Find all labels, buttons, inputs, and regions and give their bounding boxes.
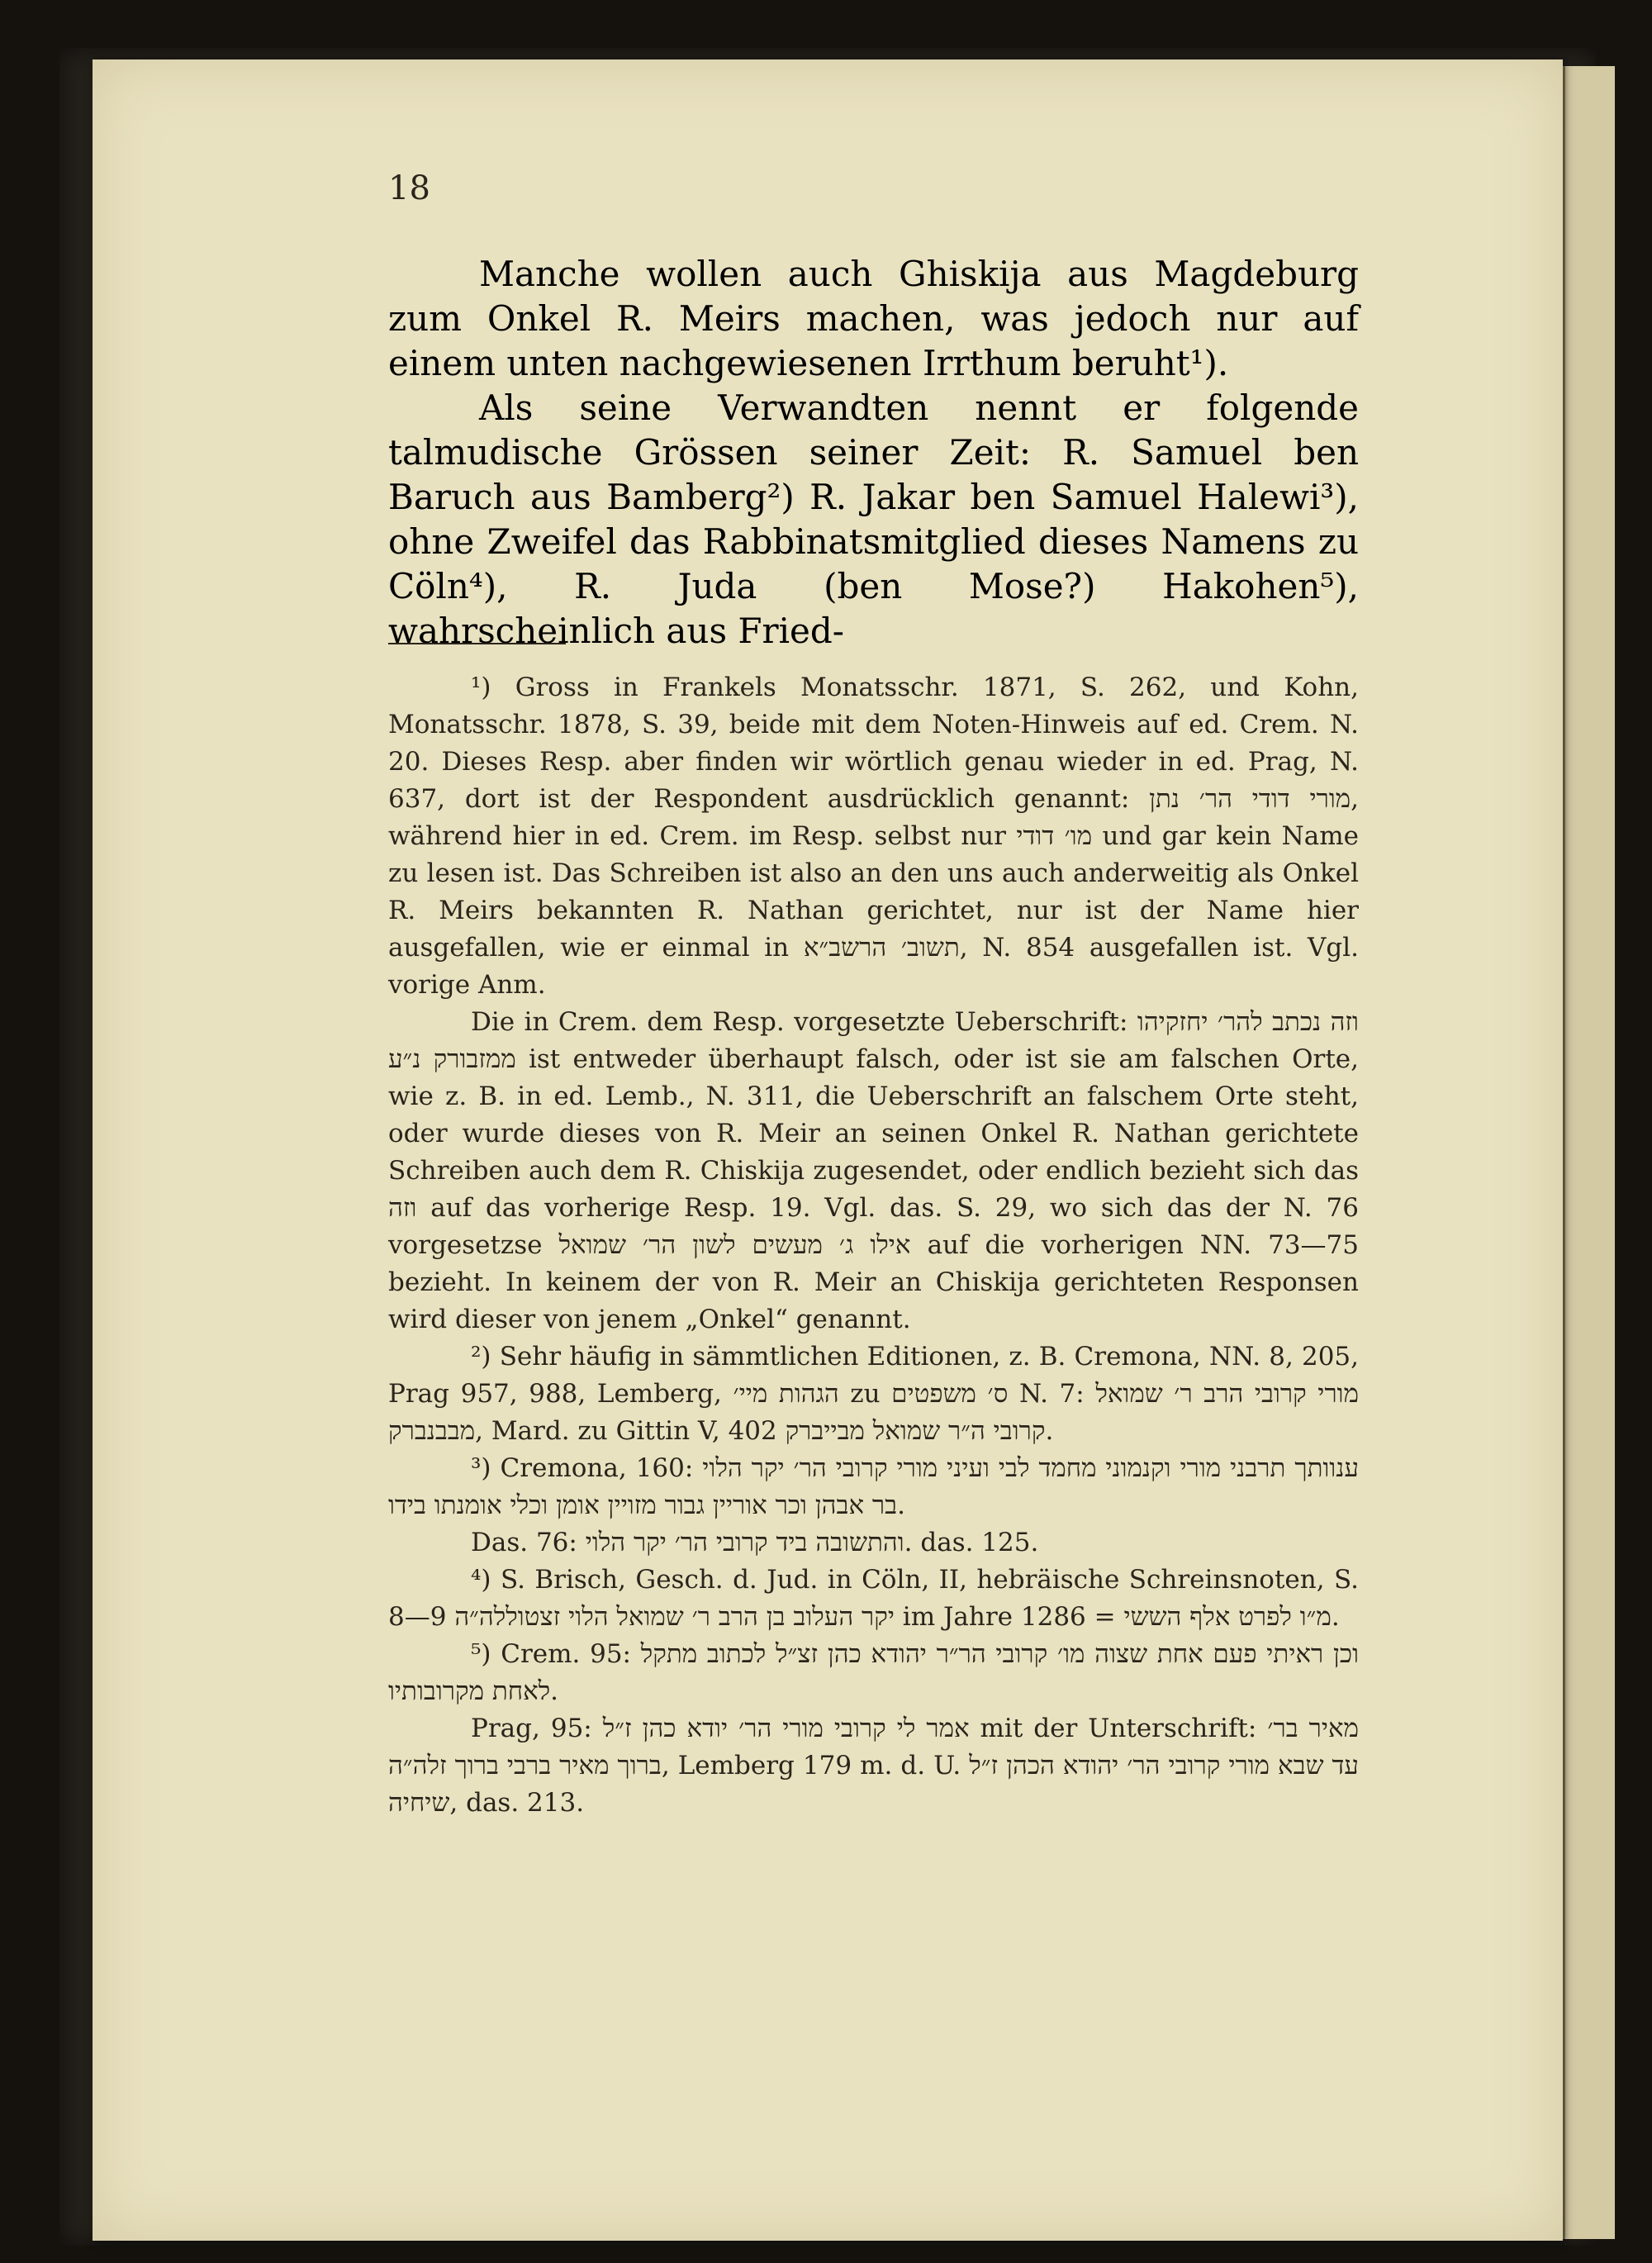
footnote: Prag, 95: אמר לי קרובי מורי הר׳ יודא כהן ז״ל mit der Unterschrift: מאיר בר׳ ברוך מאיר ברבי ברוך זלה״ה, Lemberg 179 m. d. U. עד שבא מורי קרובי הר׳ יהודא הכהן ז״ל שיחיה, das. 213. bbox=[388, 1714, 1359, 1818]
paragraph: Manche wollen auch Ghiskija aus Magdeburg zum Onkel R. Meirs machen, was jedoch nur auf einem unten nachgewiesenen Irrthum beruht¹). bbox=[388, 254, 1359, 383]
footnote: ²) Sehr häufig in sämmtlichen Editionen, z. B. Cremona, NN. 8, 205, Prag 957, 988, Lemberg, הגהות מיי׳ zu ס׳ משפטים N. 7: מורי קרובי הרב ר׳ שמואל מבבנברק, Mard. zu Gittin V, 402 קרובי ה״ר שמואל מבייברק. bbox=[388, 1342, 1359, 1446]
adjacent-page-edge bbox=[1563, 66, 1615, 2239]
footnote: Die in Crem. dem Resp. vorgesetzte Ueberschrift: וזה נכתב להר׳ יחזקיהו ממזבורק נ״ע ist entweder überhaupt falsch, oder ist sie am falschen Orte, wie z. B. in ed. Lemb., N. 311, die Ueberschrift an falschem Orte steht, oder wurde dieses von R. Meir an seinen Onkel R. Nathan gerichtete Schreiben auch dem R. Chiskija zugesendet, oder endlich bezieht sich das וזה auf das vorherige Resp. 19. Vgl. das. S. 29, wo sich das der N. 76 vorgesetzse אילו ג׳ מעשים לשון הר׳ שמואל auf die vorherigen NN. 73—75 bezieht. In keinem der von R. Meir an Chiskija gerichteten Responsen wird dieser von jenem „Onkel“ genannt. bbox=[388, 1007, 1360, 1334]
footnote: ⁵) Crem. 95: וכן ראיתי פעם אחת שצוה מו׳ קרובי הר״ר יהודא כהן זצ״ל לכתוב מתקל לאחת מקרובותיו. bbox=[388, 1639, 1359, 1706]
footnotes bbox=[388, 669, 1359, 1822]
footnote: Das. 76: והתשובה ביד קרובי הר׳ יקר הלוי. das. 125. bbox=[471, 1528, 1039, 1557]
footnote-separator bbox=[388, 643, 566, 644]
main-text bbox=[388, 252, 1359, 654]
page-number: 18 bbox=[388, 169, 430, 207]
footnote: ⁴) S. Brisch, Gesch. d. Jud. in Cöln, II, hebräische Schreinsnoten, S. 8—9 יקר העלוב בן הרב ר׳ שמואל הלוי זצטוללה״ה im Jahre מ״ו לפרט אלף הששי = 1286. bbox=[388, 1565, 1359, 1632]
footnote: ³) Cremona, 160: ענוותך תרבני מורי וקנמוני מחמד לבי ועיני מורי קרובי הר׳ יקר הלוי בר אבהן וכר אוריין גבור מזויין אומן וכלי אומנתו בידו. bbox=[388, 1453, 1359, 1520]
footnote: ¹) Gross in Frankels Monatsschr. 1871, S. 262, und Kohn, Monatsschr. 1878, S. 39, beide mit dem Noten-Hinweis auf ed. Crem. N. 20. Dieses Resp. aber finden wir wörtlich genau wieder in ed. Prag, N. 637, dort ist der Respondent ausdrücklich genannt: מורי דודי הר׳ נתן, während hier in ed. Crem. im Resp. selbst nur מו׳ דודי und gar kein Name zu lesen ist. Das Schreiben ist also an den uns auch anderweitig als Onkel R. Meirs bekannten R. Nathan gerichtet, nur ist der Name hier ausgefallen, wie er einmal in תשוב׳ הרשב״א, N. 854 ausgefallen ist. Vgl. vorige Anm. bbox=[388, 673, 1360, 1000]
paragraph: Als seine Verwandten nennt er folgende talmudische Grössen seiner Zeit: R. Samuel ben Baruch aus Bamberg²) R. Jakar ben Samuel Halewi³), ohne Zweifel das Rabbinatsmitglied dieses Namens zu Cöln⁴), R. Juda (ben Mose?) Hakohen⁵), wahrscheinlich aus Fried- bbox=[388, 387, 1359, 651]
